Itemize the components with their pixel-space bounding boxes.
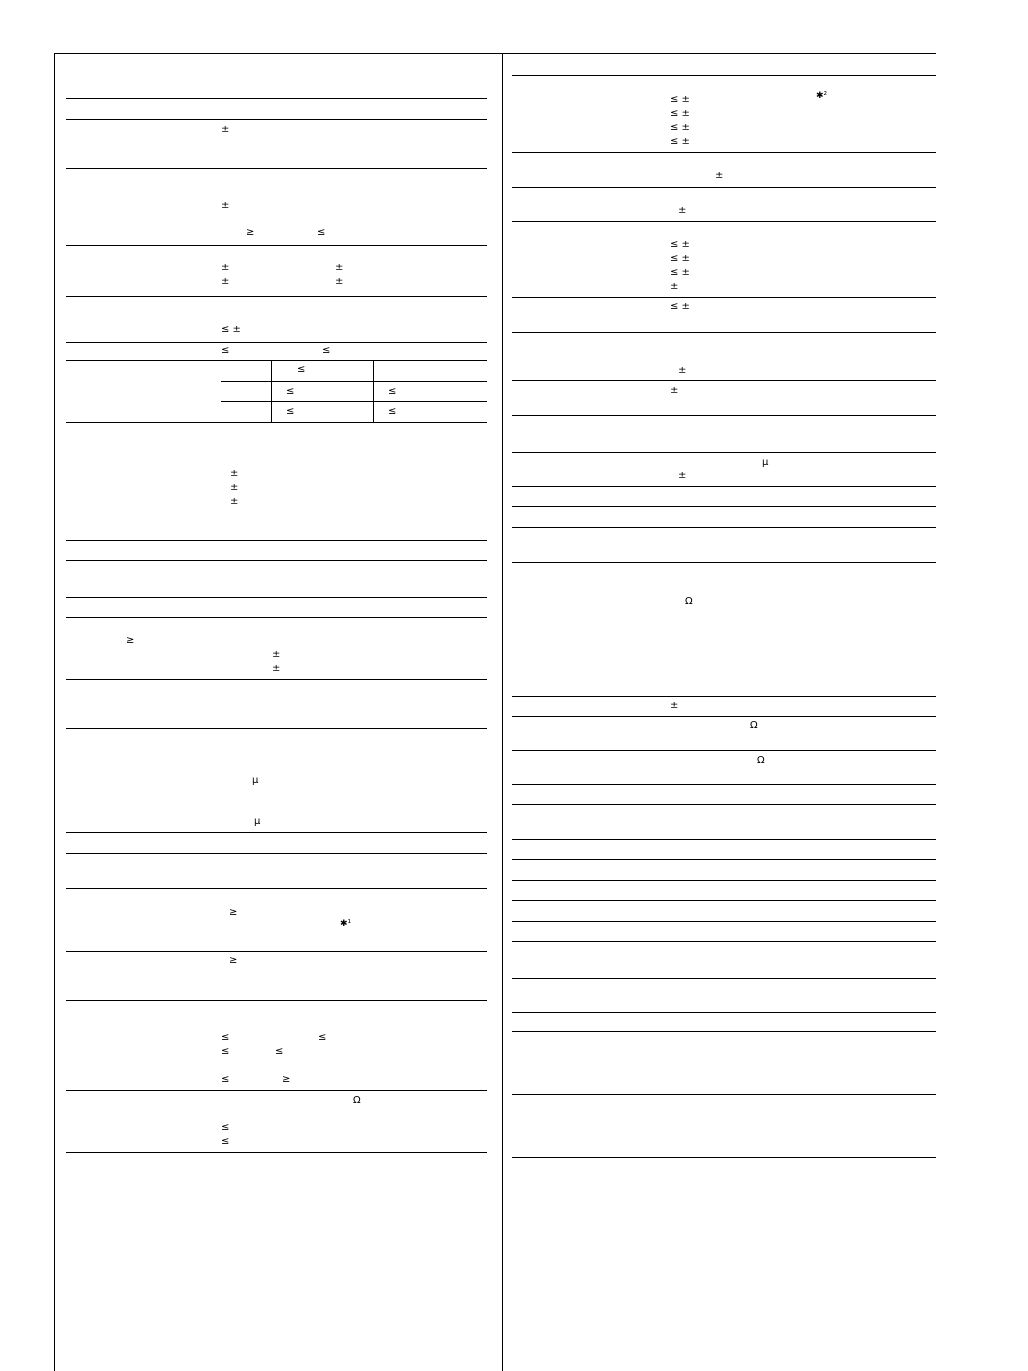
table-rule <box>512 187 936 188</box>
symbol-leq-plus-minus: ≤ ± <box>221 324 241 335</box>
symbol-ohm: Ω <box>685 596 693 607</box>
table-rule <box>512 978 936 979</box>
symbol-leq: ≤ <box>388 406 397 417</box>
table-rule <box>66 296 487 297</box>
symbol-leq: ≤ <box>275 1046 284 1057</box>
subtable-rule <box>221 381 487 382</box>
table-rule <box>512 696 936 697</box>
table-rule <box>512 1012 936 1013</box>
symbol-geq: ≥ <box>229 907 238 918</box>
table-rule <box>512 784 936 785</box>
symbol-leq-plus-minus: ≤ ± <box>670 301 690 312</box>
symbol-leq: ≤ <box>221 1032 230 1043</box>
table-rule <box>66 597 487 598</box>
symbol-micro: µ <box>254 816 261 827</box>
symbol-plus-minus: ± <box>221 200 230 211</box>
symbol-leq: ≤ <box>318 1032 327 1043</box>
left-column-border-left <box>54 53 55 1371</box>
symbol-leq: ≤ <box>221 345 230 356</box>
table-rule <box>512 221 936 222</box>
symbol-plus-minus: ± <box>221 124 230 135</box>
subtable-rule <box>221 401 487 402</box>
table-rule <box>66 951 487 952</box>
table-rule <box>512 1031 936 1032</box>
symbol-plus-minus: ± <box>230 468 239 479</box>
table-rule <box>66 1000 487 1001</box>
symbol-plus-minus: ± <box>670 385 679 396</box>
symbol-geq: ≥ <box>246 227 255 238</box>
footnote-mark-2: ✱² <box>816 91 828 101</box>
symbol-plus-minus: ± <box>272 649 281 660</box>
symbol-leq-plus-minus: ≤ ± <box>670 94 690 105</box>
symbol-leq: ≤ <box>221 1074 230 1085</box>
table-rule <box>66 1152 487 1153</box>
table-rule <box>512 486 936 487</box>
table-rule <box>512 380 936 381</box>
symbol-leq: ≤ <box>221 1122 230 1133</box>
symbol-leq: ≤ <box>221 1136 230 1147</box>
symbol-plus-minus: ± <box>678 470 687 481</box>
symbol-plus-minus: ± <box>221 262 230 273</box>
table-rule <box>66 832 487 833</box>
column-divider <box>502 53 503 1371</box>
symbol-leq: ≤ <box>286 406 295 417</box>
table-rule <box>66 679 487 680</box>
table-rule <box>512 859 936 860</box>
symbol-leq-plus-minus: ≤ ± <box>670 253 690 264</box>
symbol-leq: ≤ <box>388 386 397 397</box>
table-rule <box>512 452 936 453</box>
table-rule <box>512 880 936 881</box>
table-rule <box>512 941 936 942</box>
table-rule <box>66 888 487 889</box>
table-rule <box>512 562 936 563</box>
table-rule <box>66 540 487 541</box>
table-rule <box>66 360 487 361</box>
symbol-leq: ≤ <box>221 1046 230 1057</box>
table-rule <box>512 527 936 528</box>
symbol-plus-minus: ± <box>272 663 281 674</box>
symbol-plus-minus: ± <box>715 170 724 181</box>
left-column-border-top <box>54 53 502 54</box>
symbol-leq-plus-minus: ≤ ± <box>670 108 690 119</box>
table-rule <box>512 839 936 840</box>
table-rule <box>512 152 936 153</box>
symbol-ohm: Ω <box>353 1095 361 1106</box>
table-rule <box>66 560 487 561</box>
symbol-geq: ≥ <box>126 635 135 646</box>
table-rule <box>512 75 936 76</box>
symbol-plus-minus: ± <box>230 496 239 507</box>
table-rule <box>66 245 487 246</box>
symbol-ohm: Ω <box>750 720 758 731</box>
table-rule <box>512 297 936 298</box>
table-rule <box>66 342 487 343</box>
table-rule <box>512 900 936 901</box>
table-rule <box>512 1094 936 1095</box>
symbol-leq: ≤ <box>317 227 326 238</box>
table-rule <box>66 728 487 729</box>
right-column-border-top <box>502 53 936 54</box>
symbol-plus-minus: ± <box>678 205 687 216</box>
table-rule <box>512 716 936 717</box>
symbol-geq: ≥ <box>229 955 238 966</box>
symbol-leq-plus-minus: ≤ ± <box>670 267 690 278</box>
table-rule <box>512 506 936 507</box>
symbol-micro: µ <box>762 457 769 468</box>
symbol-leq: ≤ <box>286 386 295 397</box>
table-rule <box>66 422 487 423</box>
symbol-geq: ≥ <box>282 1074 291 1085</box>
symbol-plus-minus: ± <box>670 700 679 711</box>
subtable-divider <box>271 360 272 422</box>
symbol-leq: ≤ <box>322 345 331 356</box>
table-rule <box>512 1157 936 1158</box>
symbol-plus-minus: ± <box>678 365 687 376</box>
symbol-ohm: Ω <box>757 755 765 766</box>
footnote-mark-1: ✱¹ <box>340 919 352 929</box>
symbol-plus-minus: ± <box>335 262 344 273</box>
table-rule <box>512 921 936 922</box>
table-rule <box>66 853 487 854</box>
symbol-micro: µ <box>252 775 259 786</box>
symbol-leq: ≤ <box>297 364 306 375</box>
symbol-leq-plus-minus: ≤ ± <box>670 136 690 147</box>
table-rule <box>512 804 936 805</box>
table-rule <box>66 168 487 169</box>
table-rule <box>66 119 487 120</box>
symbol-leq-plus-minus: ≤ ± <box>670 122 690 133</box>
table-rule <box>66 1090 487 1091</box>
symbol-leq-plus-minus: ≤ ± <box>670 239 690 250</box>
symbol-plus-minus: ± <box>670 281 679 292</box>
subtable-divider <box>373 360 374 422</box>
table-rule <box>512 332 936 333</box>
symbol-plus-minus: ± <box>221 276 230 287</box>
table-rule <box>66 98 487 99</box>
table-rule <box>512 415 936 416</box>
symbol-plus-minus: ± <box>335 276 344 287</box>
symbol-plus-minus: ± <box>230 482 239 493</box>
table-rule <box>512 750 936 751</box>
table-rule <box>66 617 487 618</box>
